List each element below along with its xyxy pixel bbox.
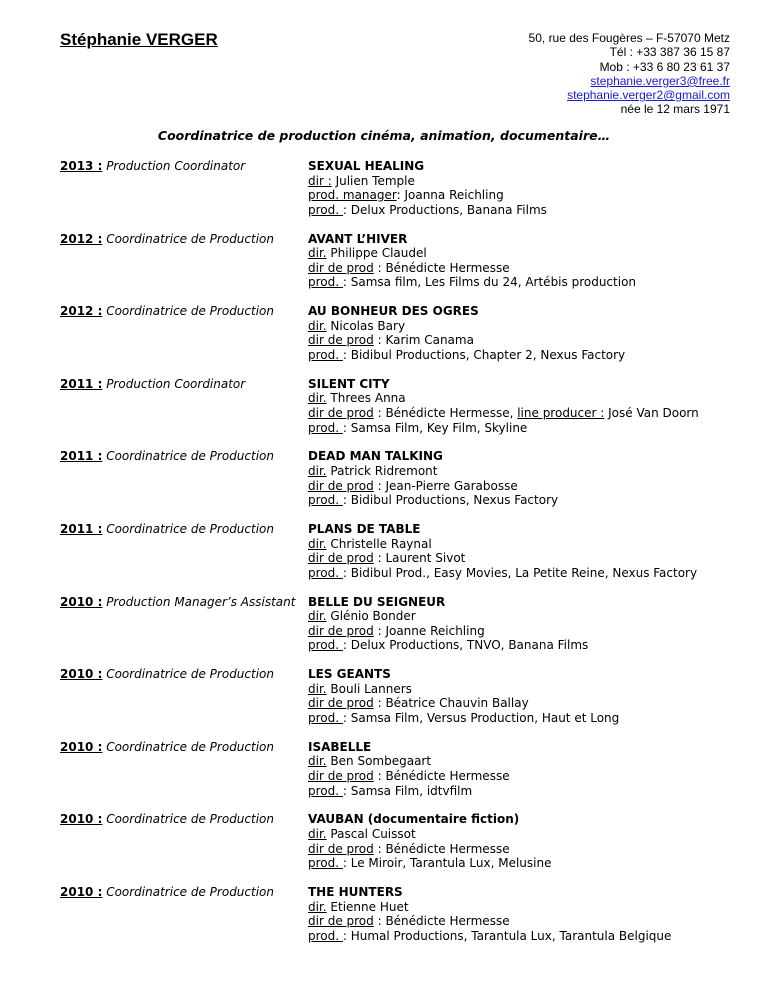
credit-line [308,493,558,508]
credit-label: prod. [308,638,343,653]
credit-label: dir de prod [308,696,374,711]
credit-value: : Béatrice Chauvin Ballay [373,696,529,711]
entry-role: Coordinatrice de Production [102,521,274,536]
credit-label: dir. [308,754,327,769]
credit-value: : Jean-Pierre Garabosse [373,478,518,493]
credit-label: dir. [308,609,327,624]
credit-value: : Karim Canama [373,333,474,348]
entry-details [308,740,510,798]
credit-label: dir de prod [308,841,374,856]
credit-label: dir. [308,826,327,841]
credit-label: dir de prod [308,551,374,566]
entry-year-role [60,885,274,899]
credit-label: prod. [308,783,343,798]
entry-details [308,595,588,653]
entry-year-role [60,159,245,173]
entry-year-role [60,667,274,681]
entry-details [308,159,547,217]
credit-line [308,391,699,406]
credit-line [308,261,636,276]
email-link[interactable]: stephanie.verger2@gmail.com [567,88,730,103]
entry-details [308,667,619,725]
credit-line [308,754,510,769]
credit-value: Julien Temple [331,173,415,188]
credit-line [308,174,547,189]
credit-label: dir. [308,899,327,914]
credit-value: : Joanna Reichling [396,188,504,203]
entry-year-role [60,740,274,754]
entry-year: 2011 : [60,376,103,391]
credit-value: Christelle Raynal [326,536,432,551]
experience-entry [60,885,740,958]
credit-line [308,406,699,421]
credit-line [308,624,588,639]
profile-tagline: Coordinatrice de production cinéma, animation, documentaire… [157,128,611,143]
credit-value: : Bidibul Productions, Chapter 2, Nexus Factory [342,347,626,362]
entry-year-role [60,449,274,463]
credit-value: Pascal Cuissot [326,826,416,841]
credit-value: : Delux Productions, Banana Films [342,202,547,217]
experience-entry [60,377,740,450]
credit-label: prod. [308,710,343,725]
entry-year-role [60,595,295,609]
credit-line [308,246,636,261]
credit-value: : Bidibul Prod., Easy Movies, La Petite Reine, Nexus Factory [342,565,698,580]
credit-value: Bouli Lanners [326,681,412,696]
entry-year: 2010 : [60,594,103,609]
credit-label: prod. [308,493,343,508]
experience-entry [60,812,740,885]
credit-value: Threes Anna [326,391,406,406]
film-title: PLANS DE TABLE [308,521,421,536]
entry-year-role [60,377,245,391]
entry-role: Coordinatrice de Production [102,449,274,464]
experience-entry [60,522,740,595]
credit-label: prod. [308,856,343,871]
entry-role: Production Coordinator [102,376,246,391]
entry-year-role [60,522,274,536]
credit-label: prod. [308,565,343,580]
credit-line [308,900,671,915]
entry-year: 2013 : [60,159,103,173]
credit-label: line producer : [517,405,605,420]
credit-label: dir. [308,681,327,696]
credit-label: prod. [308,202,343,217]
credit-label: prod. [308,275,343,290]
credit-label: dir. [308,391,327,406]
experience-entry [60,740,740,813]
credit-label: dir de prod [308,768,374,783]
experience-entry [60,595,740,668]
credit-line [308,856,551,871]
credit-line [308,348,625,363]
credit-line [308,188,547,203]
credit-line [308,566,697,581]
experience-entry [60,449,740,522]
contact-line: Mob : +33 6 80 23 61 37 [599,59,730,74]
entry-year: 2012 : [60,231,103,246]
credit-label: dir de prod [308,260,374,275]
entry-year-role [60,232,274,246]
entry-details [308,377,699,435]
contact-line: 50, rue des Fougères – F-57070 Metz [528,31,730,45]
credit-value: : Samsa Film, Key Film, Skyline [342,420,528,435]
credit-line [308,421,699,436]
credit-value: Patrick Ridremont [326,463,438,478]
film-title: ISABELLE [308,739,372,754]
entry-year: 2010 : [60,812,103,827]
film-title: LES GEANTS [308,667,391,682]
film-title: SILENT CITY [308,376,390,391]
credit-line [308,914,671,929]
credit-value: José Van Doorn [604,405,699,420]
credit-label: prod. manager [308,188,397,203]
entry-role: Production Coordinator [102,159,246,173]
credit-value: : Samsa film, Les Films du 24, Artébis production [342,275,637,290]
entry-details [308,449,558,507]
entry-year: 2010 : [60,739,103,754]
credit-line [308,827,551,842]
credit-line [308,537,697,552]
credit-label: dir. [308,318,327,333]
entry-details [308,812,551,870]
credit-label: dir. [308,463,327,478]
entry-details [308,885,671,943]
entry-year-role [60,812,274,826]
credit-label: prod. [308,928,343,943]
credit-value: Etienne Huet [326,899,409,914]
credit-value: : Bénédicte Hermesse [373,260,510,275]
email-link[interactable]: stephanie.verger3@free.fr [590,73,730,88]
entry-role: Coordinatrice de Production [102,667,274,682]
film-title: AU BONHEUR DES OGRES [308,304,479,319]
credit-line [308,842,551,857]
entry-year: 2010 : [60,667,103,682]
credit-value: Nicolas Bary [326,318,406,333]
credit-value: : Samsa Film, idtvfilm [342,783,473,798]
film-title: BELLE DU SEIGNEUR [308,594,446,609]
entry-role: Coordinatrice de Production [102,739,274,754]
film-title: AVANT L’HIVER [308,231,408,246]
contact-line: née le 12 mars 1971 [620,102,730,117]
credit-line [308,784,510,799]
credit-line [308,479,558,494]
credit-label: dir. [308,536,327,551]
credit-line [308,609,588,624]
film-title: VAUBAN (documentaire fiction) [308,812,520,827]
credit-value: : Samsa Film, Versus Production, Haut et Long [342,710,620,725]
film-title: DEAD MAN TALKING [308,449,443,464]
credit-line [308,275,636,290]
entry-year: 2011 : [60,449,103,464]
credit-line [308,711,619,726]
credit-label: dir de prod [308,333,374,348]
credit-value: : Bénédicte Hermesse, [373,405,518,420]
entry-role: Coordinatrice de Production [102,304,274,319]
credit-line [308,696,619,711]
credit-value: : Bénédicte Hermesse [373,914,510,929]
credit-line [308,929,671,944]
credit-value: Glénio Bonder [326,609,416,624]
entry-details [308,304,625,362]
entry-year: 2011 : [60,521,103,536]
candidate-name: Stéphanie VERGER [60,30,218,49]
credit-value: Ben Sombegaart [326,754,432,769]
credit-value: : Bidibul Productions, Nexus Factory [342,493,559,508]
entry-year: 2010 : [60,884,103,899]
credit-line [308,319,625,334]
credit-label: dir de prod [308,914,374,929]
experience-entry [60,232,740,305]
credit-line [308,769,510,784]
experience-entry [60,667,740,740]
entry-role: Coordinatrice de Production [102,884,274,899]
entry-details [308,232,636,290]
entry-role: Coordinatrice de Production [102,231,274,246]
entry-details [308,522,697,580]
film-title: SEXUAL HEALING [308,159,425,173]
credit-value: : Laurent Sivot [373,551,466,566]
credit-label: dir : [308,173,332,188]
credit-line [308,682,619,697]
credit-value: : Le Miroir, Tarantula Lux, Melusine [342,856,552,871]
credit-value: Philippe Claudel [326,246,427,261]
credit-label: prod. [308,347,343,362]
experience-entry [60,159,740,232]
credit-value: : Joanne Reichling [373,623,485,638]
credit-line [308,464,558,479]
experience-list [60,159,740,958]
credit-value: : Bénédicte Hermesse [373,768,510,783]
credit-label: dir de prod [308,623,374,638]
credit-value: : Delux Productions, TNVO, Banana Films [342,638,589,653]
experience-entry [60,304,740,377]
credit-line [308,638,588,653]
credit-value: : Humal Productions, Tarantula Lux, Tarantula Belgique [342,928,672,943]
credit-line [308,203,547,218]
credit-label: dir. [308,246,327,261]
contact-block [529,31,730,117]
credit-label: prod. [308,420,343,435]
contact-line: Tél : +33 387 36 15 87 [609,45,730,60]
entry-year-role [60,304,274,318]
credit-label: dir de prod [308,405,374,420]
film-title: THE HUNTERS [308,884,403,899]
credit-value: : Bénédicte Hermesse [373,841,510,856]
credit-line [308,333,625,348]
entry-role: Coordinatrice de Production [102,812,274,827]
entry-role: Production Manager’s Assistant [102,594,296,609]
credit-label: dir de prod [308,478,374,493]
credit-line [308,551,697,566]
entry-year: 2012 : [60,304,103,319]
